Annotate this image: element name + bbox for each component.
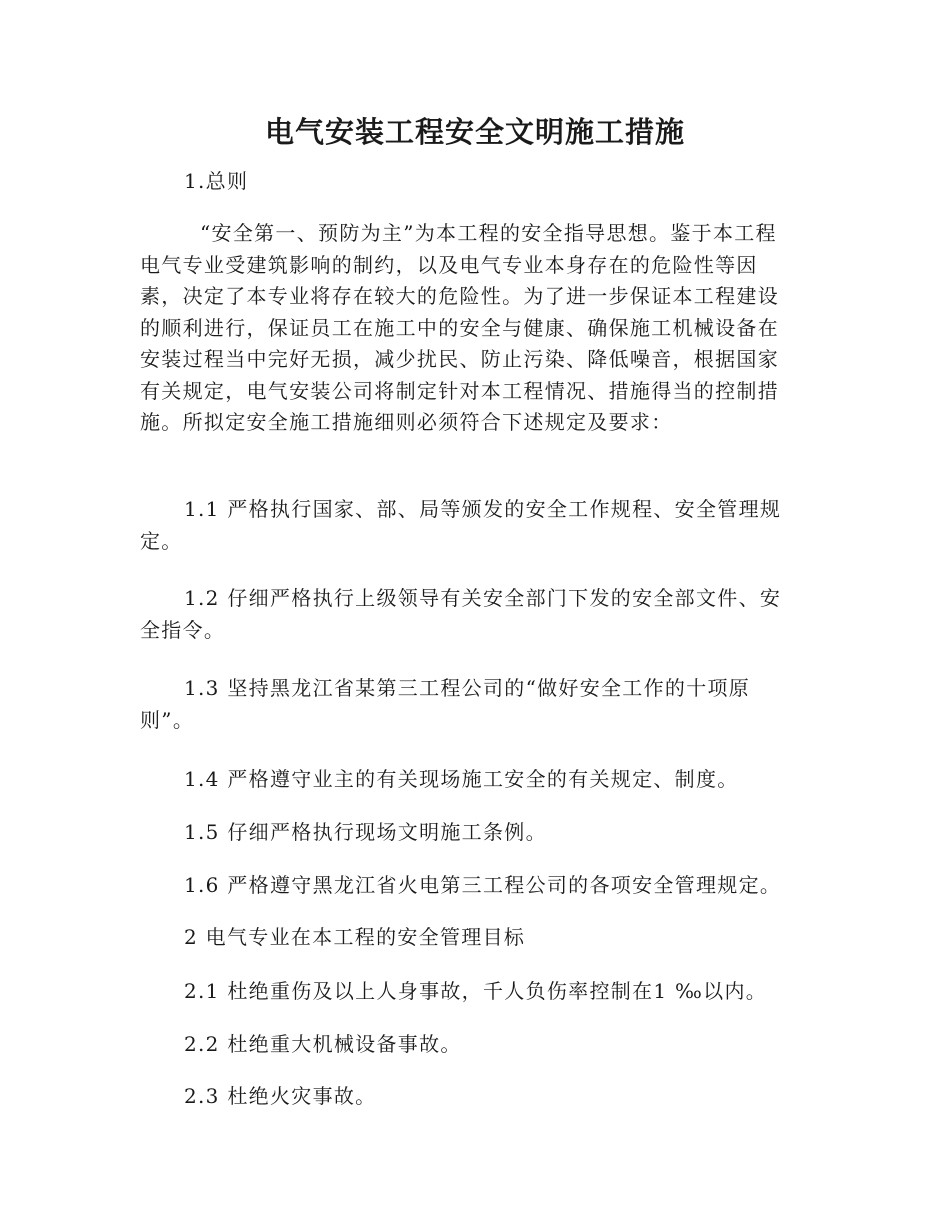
- item-2-2: 2.2 杜绝重大机械设备事故。: [184, 1032, 462, 1056]
- section-1-heading: 1.总则: [184, 169, 249, 193]
- intro-line: 施。所拟定安全施工措施细则必须符合下述规定及要求：: [140, 410, 673, 434]
- item-1-2: [140, 583, 810, 646]
- item-line: 1.2 仔细严格执行上级领导有关安全部门下发的安全部文件、安: [184, 586, 782, 610]
- item-1-3: [140, 673, 810, 736]
- intro-line: “安全第一、预防为主”为本工程的安全指导思想。鉴于本工程: [200, 221, 777, 245]
- item-line: 则”。: [140, 707, 195, 732]
- intro-line: 有关规定，电气安装公司将制定针对本工程情况、措施得当的控制措: [140, 378, 779, 403]
- intro-line: 电气专业受建筑影响的制约，以及电气专业本身存在的危险性等因: [140, 252, 758, 277]
- section-2-heading: 2 电气专业在本工程的安全管理目标: [184, 925, 526, 949]
- item-line: 1.1 严格执行国家、部、局等颁发的安全工作规程、安全管理规: [184, 497, 782, 521]
- item-2-1: 2.1 杜绝重伤及以上人身事故，千人负伤率控制在1 ‰以内。: [184, 979, 768, 1003]
- item-1-5: 1.5 仔细严格执行现场文明施工条例。: [184, 820, 547, 844]
- item-line: 全指令。: [140, 617, 226, 642]
- item-line: 1.3 坚持黑龙江省某第三工程公司的“做好安全工作的十项原: [184, 676, 751, 700]
- item-1-6: 1.6 严格遵守黑龙江省火电第三工程公司的各项安全管理规定。: [184, 873, 782, 897]
- item-line: 定。: [140, 528, 183, 553]
- item-2-3: 2.3 杜绝火灾事故。: [184, 1084, 377, 1108]
- item-1-1: [140, 494, 810, 557]
- item-1-4: 1.4 严格遵守业主的有关现场施工安全的有关规定、制度。: [184, 767, 739, 791]
- intro-paragraph: [140, 218, 810, 439]
- intro-line: 安装过程当中完好无损，减少扰民、防止污染、降低噪音，根据国家: [140, 347, 779, 371]
- intro-line: 的顺利进行，保证员工在施工中的安全与健康、确保施工机械设备在: [140, 315, 779, 340]
- document-title: 电气安装工程安全文明施工措施: [264, 115, 685, 149]
- intro-line: 素，决定了本专业将存在较大的危险性。为了进一步保证本工程建设: [140, 284, 779, 308]
